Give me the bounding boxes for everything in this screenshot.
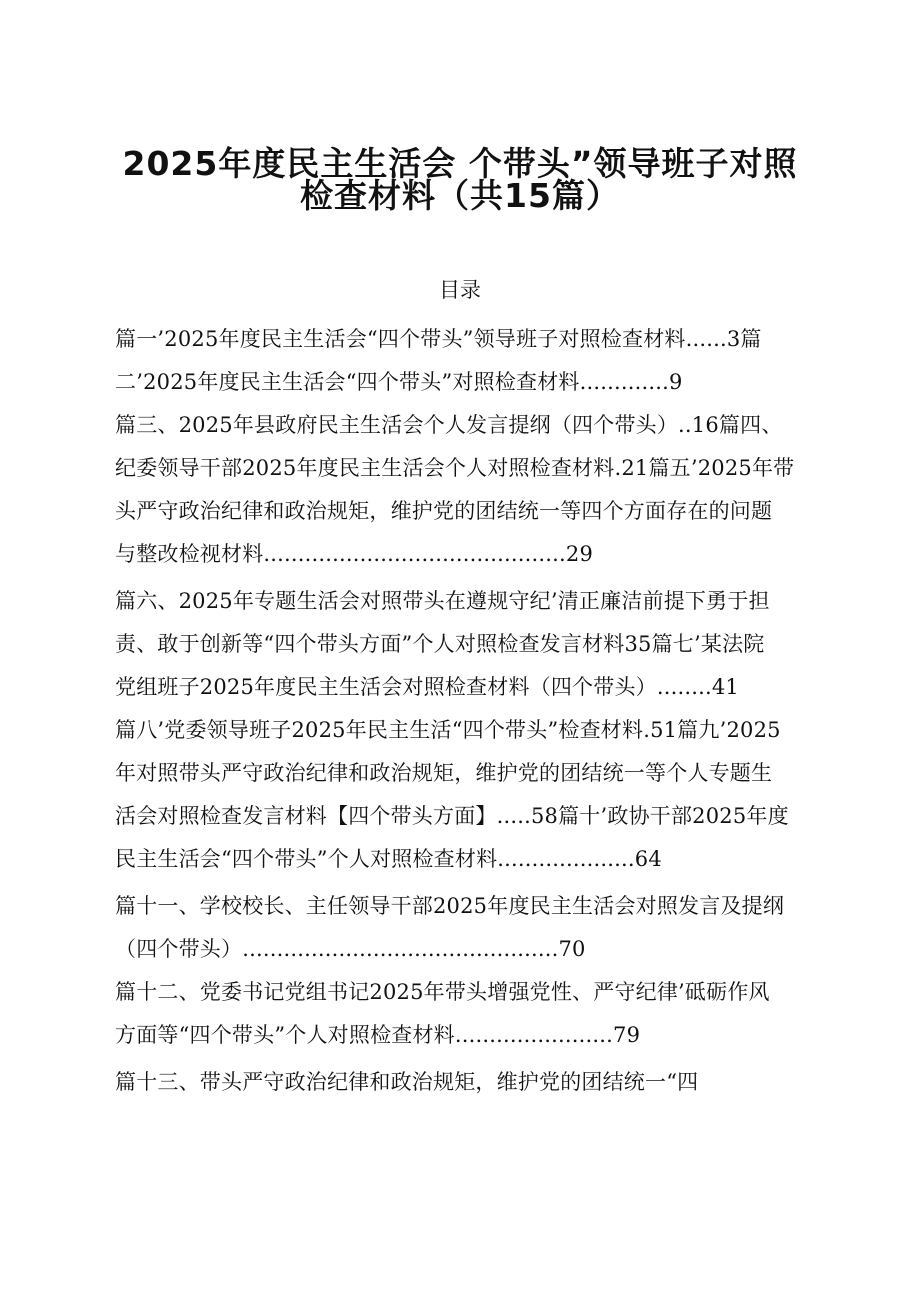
document-title-line-2: 检查材料（共15篇） [300,176,620,215]
toc-line: 篇十三、带头严守政治纪律和政治规矩，维护党的团结统一“四 [115,1070,699,1094]
toc-line: 篇六、2025年专题生活会对照带头在遵规守纪’清正廉洁前提下勇于担 [115,589,770,613]
toc-line: 篇一’2025年度民主生活会“四个带头”领导班子对照检查材料......3篇 [115,327,762,351]
toc-line: 二’2025年度民主生活会“四个带头”对照检查材料.............9 [115,370,683,394]
toc-line: 责、敢于创新等“四个带头方面”个人对照检查发言材料35篇七’某法院 [115,632,765,656]
toc-line: 纪委领导干部2025年度民主生活会个人对照检查材料.21篇五’2025年带 [115,456,795,480]
toc-line: 篇十一、学校校长、主任领导干部2025年度民主生活会对照发言及提纲 [115,894,785,918]
toc-line: 方面等“四个带头”个人对照检查材料.......................79 [115,1023,641,1047]
toc-line: 民主生活会“四个带头”个人对照检查材料....................64 [115,847,662,871]
toc-line: 篇三、2025年县政府民主生活会个人发言提纲（四个带头）..16篇四、 [115,413,783,437]
toc-line: 与整改检视材料............................................29 [115,542,594,566]
toc-heading: 目录 [439,278,481,302]
toc-line: 年对照带头严守政治纪律和政治规矩，维护党的团结统一等个人专题生 [115,761,773,785]
document-title-line-1: 2025年度民主生活会 个带头”领导班子对照 [122,144,798,183]
toc-line: 篇八’党委领导班子2025年民主生活“四个带头”检查材料.51篇九’2025 [115,718,781,742]
toc-line: 头严守政治纪律和政治规矩，维护党的团结统一等四个方面存在的问题 [115,499,773,523]
toc-line: 活会对照检查发言材料【四个带头方面】.....58篇十’政协干部2025年度 [115,804,789,828]
toc-line: （四个带头）..............................................70 [115,937,586,961]
toc-line: 篇十二、党委书记党组书记2025年带头增强党性、严守纪律’砥砺作风 [115,980,770,1004]
toc-line: 党组班子2025年度民主生活会对照检查材料（四个带头）........41 [115,675,739,699]
